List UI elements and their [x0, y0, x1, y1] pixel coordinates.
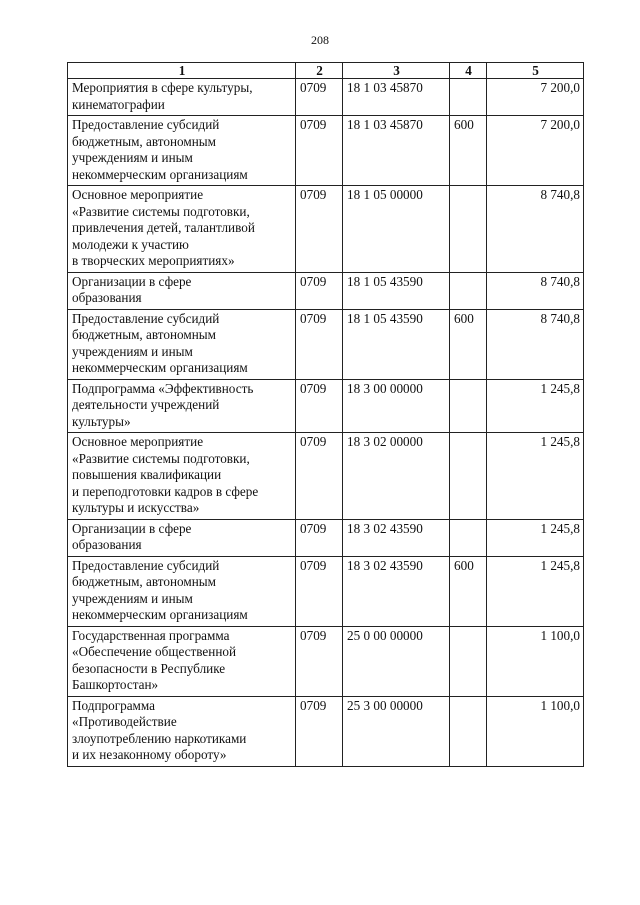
- row-type-cell: [450, 626, 487, 696]
- row-name-cell: Организации в сфере образования: [68, 272, 296, 309]
- row-type-cell: [450, 696, 487, 766]
- row-code-cell: 18 3 02 00000: [343, 433, 450, 520]
- row-section-cell: 0709: [296, 116, 343, 186]
- row-section-cell: 0709: [296, 556, 343, 626]
- table-row: [68, 626, 584, 696]
- row-code-cell: 18 3 02 43590: [343, 556, 450, 626]
- table-row: [68, 379, 584, 433]
- row-type-cell: [450, 519, 487, 556]
- row-code-cell: 18 3 00 00000: [343, 379, 450, 433]
- row-code-cell: 25 0 00 00000: [343, 626, 450, 696]
- row-section-cell: 0709: [296, 309, 343, 379]
- header-col-4: 4: [450, 63, 487, 79]
- table-row: [68, 519, 584, 556]
- row-section-cell: 0709: [296, 696, 343, 766]
- row-code-cell: 18 3 02 43590: [343, 519, 450, 556]
- row-amount-cell: 1 245,8: [487, 433, 584, 520]
- row-name-cell: Организации в сфере образования: [68, 519, 296, 556]
- row-section-cell: 0709: [296, 433, 343, 520]
- row-code-cell: 25 3 00 00000: [343, 696, 450, 766]
- table-row: [68, 79, 584, 116]
- row-amount-cell: 8 740,8: [487, 309, 584, 379]
- row-type-cell: [450, 379, 487, 433]
- row-amount-cell: 1 100,0: [487, 696, 584, 766]
- row-type-cell: [450, 272, 487, 309]
- row-section-cell: 0709: [296, 186, 343, 273]
- header-col-5: 5: [487, 63, 584, 79]
- row-section-cell: 0709: [296, 272, 343, 309]
- row-name-cell: Предоставление субсидий бюджетным, автономным учреждениям и иным некоммерческим организациям: [68, 309, 296, 379]
- row-amount-cell: 8 740,8: [487, 186, 584, 273]
- row-amount-cell: 1 245,8: [487, 379, 584, 433]
- row-type-cell: 600: [450, 309, 487, 379]
- header-col-3: 3: [343, 63, 450, 79]
- row-name-cell: Предоставление субсидий бюджетным, автономным учреждениям и иным некоммерческим организациям: [68, 116, 296, 186]
- table-row: [68, 309, 584, 379]
- row-amount-cell: 1 245,8: [487, 556, 584, 626]
- row-section-cell: 0709: [296, 626, 343, 696]
- table-row: [68, 272, 584, 309]
- budget-table: [67, 62, 584, 767]
- row-type-cell: [450, 433, 487, 520]
- row-name-cell: Подпрограмма «Эффективность деятельности учреждений культуры»: [68, 379, 296, 433]
- row-amount-cell: 7 200,0: [487, 116, 584, 186]
- row-section-cell: 0709: [296, 379, 343, 433]
- row-name-cell: Подпрограмма «Противодействие злоупотреблению наркотиками и их незаконному обороту»: [68, 696, 296, 766]
- table-row: [68, 116, 584, 186]
- row-name-cell: Государственная программа «Обеспечение общественной безопасности в Республике Башкортостан»: [68, 626, 296, 696]
- row-amount-cell: 8 740,8: [487, 272, 584, 309]
- row-amount-cell: 1 100,0: [487, 626, 584, 696]
- row-name-cell: Основное мероприятие «Развитие системы подготовки, повышения квалификации и переподготовки кадров в сфере культуры и искусства»: [68, 433, 296, 520]
- row-amount-cell: 1 245,8: [487, 519, 584, 556]
- row-code-cell: 18 1 03 45870: [343, 79, 450, 116]
- row-type-cell: 600: [450, 116, 487, 186]
- table-body: [68, 79, 584, 767]
- row-code-cell: 18 1 05 43590: [343, 309, 450, 379]
- table-row: [68, 433, 584, 520]
- row-name-cell: Мероприятия в сфере культуры, кинематографии: [68, 79, 296, 116]
- table-row: [68, 696, 584, 766]
- row-section-cell: 0709: [296, 519, 343, 556]
- row-amount-cell: 7 200,0: [487, 79, 584, 116]
- page-number: 208: [311, 33, 329, 47]
- row-code-cell: 18 1 03 45870: [343, 116, 450, 186]
- row-type-cell: [450, 79, 487, 116]
- row-name-cell: Предоставление субсидий бюджетным, автономным учреждениям и иным некоммерческим организациям: [68, 556, 296, 626]
- row-name-cell: Основное мероприятие «Развитие системы подготовки, привлечения детей, талантливой молодежи к участию в творческих мероприятиях»: [68, 186, 296, 273]
- row-section-cell: 0709: [296, 79, 343, 116]
- header-col-1: 1: [68, 63, 296, 79]
- header-row: [68, 63, 584, 79]
- header-col-2: 2: [296, 63, 343, 79]
- table-row: [68, 186, 584, 273]
- table-row: [68, 556, 584, 626]
- row-code-cell: 18 1 05 43590: [343, 272, 450, 309]
- row-type-cell: [450, 186, 487, 273]
- row-type-cell: 600: [450, 556, 487, 626]
- row-code-cell: 18 1 05 00000: [343, 186, 450, 273]
